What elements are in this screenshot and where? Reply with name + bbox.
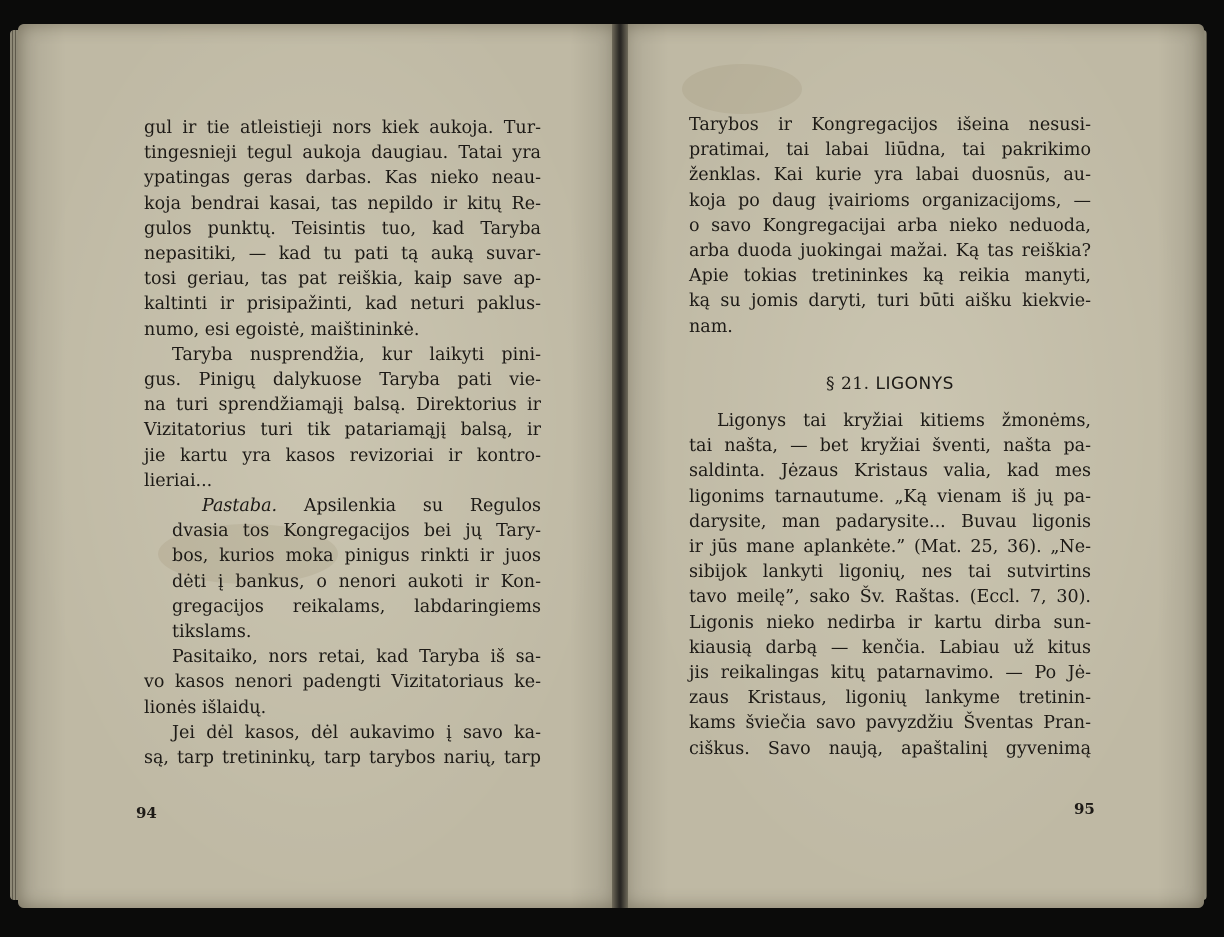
text-line: Pasitaiko, nors retai, kad Taryba iš sa- — [172, 647, 541, 668]
text-line: vo kasos nenori padengti Vizitatoriaus ke- — [144, 672, 541, 693]
text-line: ženklas. Kai kurie yra labai duosnūs, au- — [689, 165, 1091, 186]
text-line: Taryba nusprendžia, kur laikyti pini- — [172, 344, 541, 365]
text-line: ypatingas geras darbas. Kas nieko neau- — [144, 168, 541, 189]
note-first-line — [144, 494, 541, 519]
text-line: gregacijos reikalams, labdaringiems — [172, 596, 541, 617]
text-line: gul ir tie atleistieji nors kiek aukoja. Tur- — [144, 118, 541, 138]
section-title: LIGONYS — [875, 373, 954, 394]
text-line: tosi geriau, tas pat reiškia, kaip save ap- — [144, 269, 541, 290]
text-line: Apie tokias tretininkes ką reikia manyti, — [689, 266, 1091, 287]
text-line: na turi sprendžiamąjį balsą. Direktorius ir — [144, 395, 541, 416]
text-line: koja po daug įvairioms organizacijoms, — — [689, 190, 1091, 211]
text-line: nam. — [689, 316, 733, 337]
text-line: ciškus. Savo naują, apaštalinį gyvenimą — [689, 738, 1091, 759]
text-line: gus. Pinigų dalykuose Taryba pati vie- — [144, 370, 541, 391]
text-line: sibijok lankyti ligonių, nes tai sutvirtins — [689, 562, 1091, 583]
text-line: nepasitiki, — kad tu pati tą auką suvar- — [144, 244, 541, 265]
text-line: darysite, man padarysite... Buvau ligonis — [689, 511, 1091, 532]
text-line: bos, kurios moka pinigus rinkti ir juos — [172, 546, 541, 567]
text-line: lieriai... — [144, 470, 213, 491]
text-line: kams šviečia savo pavyzdžiu Šventas Pran- — [689, 713, 1091, 734]
text-line: o savo Kongregacijai arba nieko neduoda, — [689, 215, 1091, 236]
note-lines — [144, 519, 541, 645]
text-line: kaltinti ir prisipažinti, kad neturi paklus- — [144, 294, 541, 315]
text-line: są, tarp tretininkų, tarp tarybos narių, tarp — [144, 748, 541, 769]
book-gutter — [612, 24, 628, 908]
left-paragraphs-after — [144, 645, 541, 771]
text-line: tingesnieji tegul aukoja daugiau. Tatai yra — [144, 143, 541, 164]
right-paragraphs-after — [689, 409, 1091, 762]
text-line: tai našta, — bet kryžiai šventi, našta pa- — [689, 436, 1091, 457]
paper-stain — [682, 64, 802, 114]
left-page-text — [144, 116, 541, 771]
text-line: saldinta. Jėzaus Kristaus valia, kad mes — [689, 461, 1091, 482]
text-line: Ligonis nieko nedirba ir kartu dirba sun- — [689, 612, 1091, 633]
text-line: Jei dėl kasos, dėl aukavimo į savo ka- — [172, 722, 541, 743]
note-label: Pastaba. — [202, 496, 278, 517]
left-paragraphs — [144, 116, 541, 494]
text-line: lionės išlaidų. — [144, 697, 267, 718]
note-first-text: Apsilenkia su Regulos — [303, 496, 541, 517]
section-number: § 21. — [826, 373, 870, 394]
text-line: pratimai, tai labai liūdna, tai pakrikimo — [689, 140, 1091, 161]
text-line: zaus Kristaus, ligonių lankyme tretinin- — [689, 688, 1091, 709]
page-number-left: 94 — [136, 804, 157, 822]
right-page-text — [689, 113, 1091, 762]
text-line: ligonims tarnautume. „Ką vienam iš jų pa- — [689, 486, 1091, 507]
text-line: tavo meilę”, sako Šv. Raštas. (Eccl. 7, 30). — [689, 587, 1091, 608]
text-line: dvasia tos Kongregacijos bei jų Tary- — [172, 521, 541, 542]
text-line: jis reikalingas kitų patarnavimo. — Po Jė- — [689, 663, 1091, 684]
text-line: arba duoda juokingai mažai. Ką tas reiškia? — [689, 241, 1091, 262]
text-line: gulos punktų. Teisintis tuo, kad Taryba — [144, 218, 541, 239]
text-line: jie kartu yra kasos revizoriai ir kontro- — [144, 445, 541, 466]
text-line: Vizitatorius turi tik patariamąjį balsą, ir — [144, 420, 541, 441]
text-line: ką su jomis daryti, turi būti aišku kiekvie- — [689, 291, 1091, 312]
text-line: Tarybos ir Kongregacijos išeina nesusi- — [689, 115, 1091, 135]
text-line: Ligonys tai kryžiai kitiems žmonėms, — [717, 411, 1091, 432]
text-line: numo, esi egoistė, maištininkė. — [144, 319, 420, 340]
text-line: tikslams. — [172, 622, 252, 643]
left-page — [18, 24, 618, 908]
right-page — [622, 24, 1204, 908]
text-line: koja bendrai kasai, tas nepildo ir kitų Re- — [144, 193, 541, 214]
text-line: kiausią darbą — kenčia. Labiau už kitus — [689, 637, 1091, 658]
page-number-right: 95 — [1074, 800, 1095, 818]
right-paragraphs-before — [689, 113, 1091, 340]
section-heading — [689, 372, 1091, 397]
text-line: ir jūs mane aplankėte.” (Mat. 25, 36). „Ne- — [689, 537, 1091, 558]
text-line: dėti į bankus, o nenori aukoti ir Kon- — [172, 571, 541, 592]
